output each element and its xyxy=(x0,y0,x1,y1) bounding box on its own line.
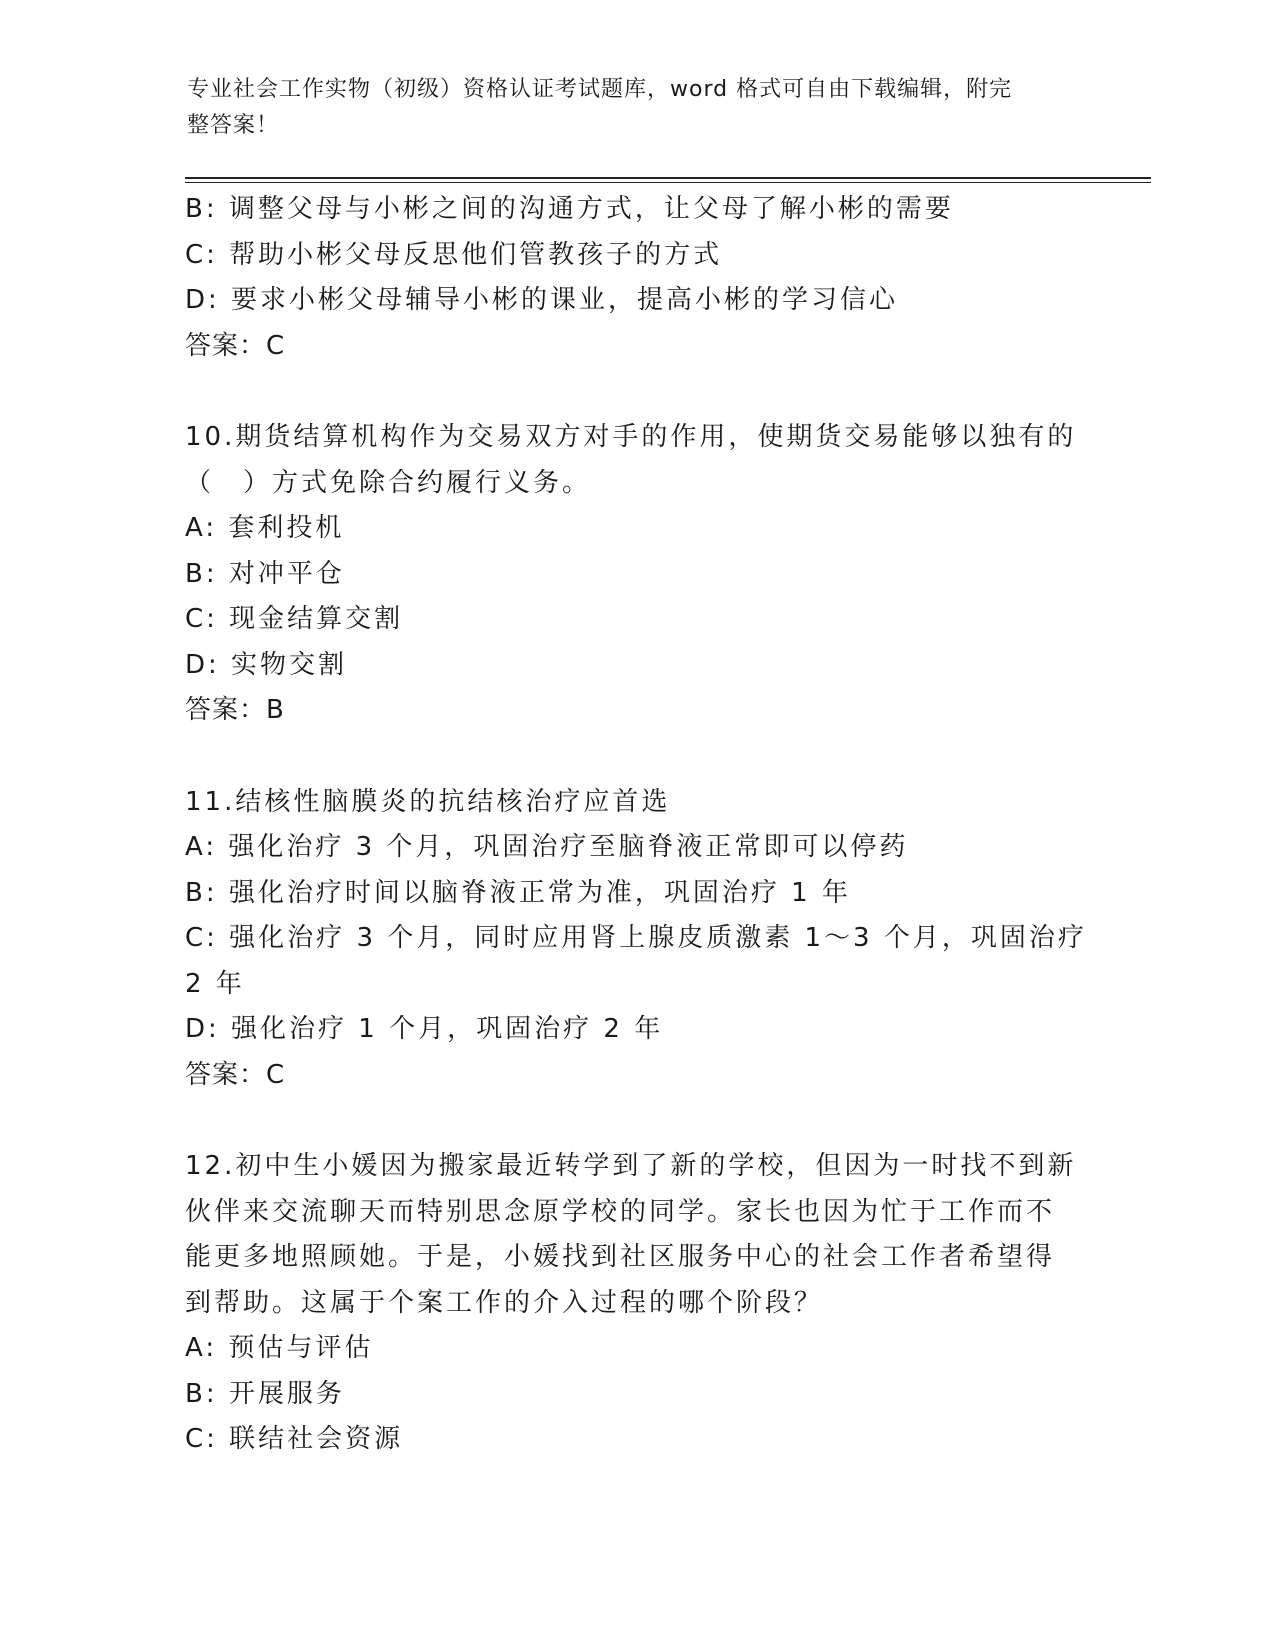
q11-option-c-line-2: 2 年 xyxy=(185,968,245,999)
q12-stem-line-4: 到帮助。这属于个案工作的介入过程的哪个阶段？ xyxy=(185,1287,824,1318)
question-11 xyxy=(185,780,1085,1099)
q9-answer: 答案：C xyxy=(185,330,286,361)
spacer xyxy=(185,1098,1085,1144)
q10-answer: 答案：B xyxy=(185,695,285,725)
header-rule-thick xyxy=(185,177,1151,179)
q11-option-d: D: 强化治疗 1 个月，巩固治疗 2 年 xyxy=(185,1014,664,1044)
q10-stem-line-2: （ ）方式免除合约履行义务。 xyxy=(185,467,592,498)
q9-option-d: D: 要求小彬父母辅导小彬的课业，提高小彬的学习信心 xyxy=(185,285,899,315)
header-line-2: 整答案！ xyxy=(187,113,280,138)
q11-stem: 11.结核性脑膜炎的抗结核治疗应首选 xyxy=(185,786,671,817)
q10-option-b: B: 对冲平仓 xyxy=(185,558,345,589)
q12-option-a: A: 预估与评估 xyxy=(185,1333,374,1363)
q12-stem-line-3: 能更多地照顾她。于是，小媛找到社区服务中心的社会工作者希望得 xyxy=(185,1242,1056,1272)
q11-option-a: A: 强化治疗 3 个月，巩固治疗至脑脊液正常即可以停药 xyxy=(185,832,909,862)
q10-stem-line-1: 10.期货结算机构作为交易双方对手的作用，使期货交易能够以独有的 xyxy=(185,422,1077,452)
q12-stem-line-2: 伙伴来交流聊天而特别思念原学校的同学。家长也因为忙于工作而不 xyxy=(185,1196,1056,1227)
question-12 xyxy=(185,1144,1085,1463)
q11-option-c-line-1: C: 强化治疗 3 个月，同时应用肾上腺皮质激素 1～3 个月，巩固治疗 xyxy=(185,923,1087,953)
q12-option-c: C: 联结社会资源 xyxy=(185,1424,404,1454)
q11-option-b: B: 强化治疗时间以脑脊液正常为准，巩固治疗 1 年 xyxy=(185,877,851,908)
header-rule-thin xyxy=(185,182,1151,183)
q10-option-c: C: 现金结算交割 xyxy=(185,604,404,634)
q12-option-b: B: 开展服务 xyxy=(185,1378,345,1409)
question-9-tail xyxy=(185,187,1085,369)
page-header xyxy=(187,72,1067,144)
q9-option-b: B: 调整父母与小彬之间的沟通方式，让父母了解小彬的需要 xyxy=(185,194,954,224)
q9-option-c: C: 帮助小彬父母反思他们管教孩子的方式 xyxy=(185,239,723,270)
header-line-1: 专业社会工作实物（初级）资格认证考试题库，word 格式可自由下载编辑，附完 xyxy=(187,77,1013,102)
q10-option-d: D: 实物交割 xyxy=(185,649,348,680)
spacer xyxy=(185,734,1085,780)
spacer xyxy=(185,369,1085,415)
q10-option-a: A: 套利投机 xyxy=(185,513,345,543)
q11-answer: 答案：C xyxy=(185,1059,286,1090)
q12-stem-line-1: 12.初中生小媛因为搬家最近转学到了新的学校，但因为一时找不到新 xyxy=(185,1151,1077,1181)
question-content xyxy=(185,187,1085,1463)
question-10 xyxy=(185,415,1085,734)
